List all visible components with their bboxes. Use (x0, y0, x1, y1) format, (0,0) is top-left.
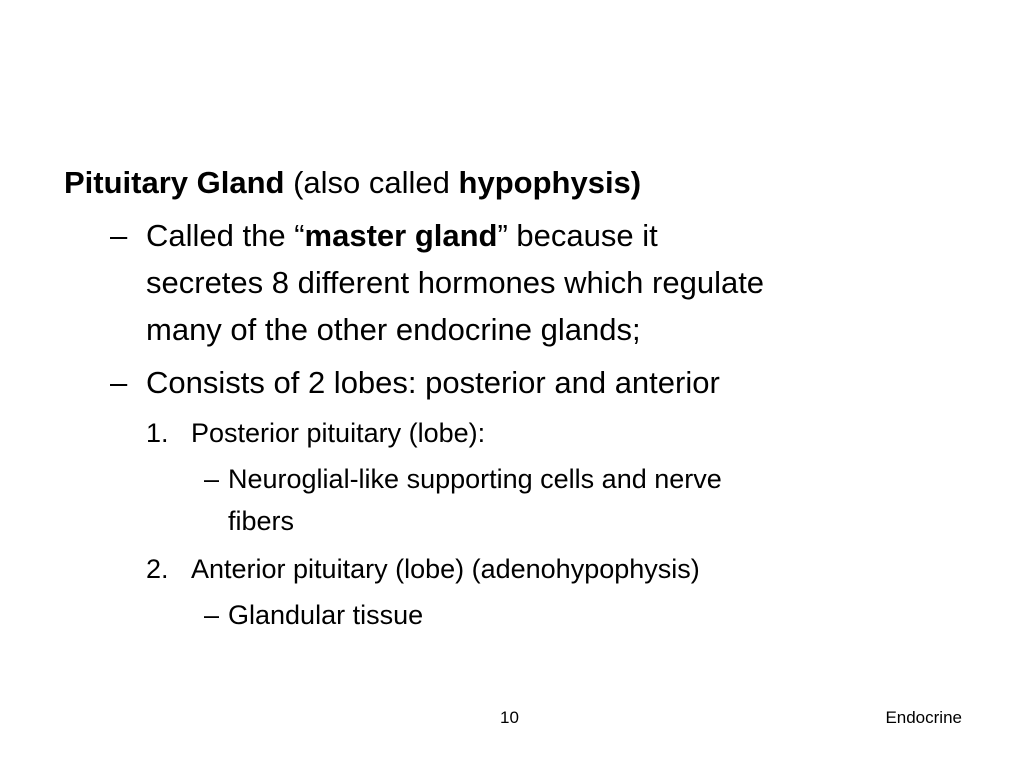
bullet-bold-term: master gland (304, 218, 498, 253)
lobe-title: Posterior pituitary (lobe): (191, 418, 486, 448)
subitem-marker: – (204, 600, 220, 630)
bullet-marker: – (110, 218, 128, 253)
bullet-line (146, 212, 964, 259)
lobe-subitem-anterior (204, 594, 964, 636)
bullet-text (146, 359, 964, 406)
lobe-number: 2. (146, 554, 169, 584)
bullet-text (146, 212, 964, 353)
heading-bold-term: Pituitary Gland (64, 165, 285, 200)
lobe-subitem-posterior (204, 458, 964, 542)
lobe-number: 1. (146, 418, 169, 448)
bullet-master-gland (110, 212, 964, 353)
subitem-line: fibers (228, 506, 295, 536)
heading-aside: (also called (293, 165, 450, 200)
lobe-item-posterior (146, 412, 964, 454)
bullet-prefix: Called the “ (146, 218, 305, 253)
bullet-suffix: ” because it (497, 218, 658, 253)
subitem-marker: – (204, 464, 220, 494)
lobe-item-anterior (146, 548, 964, 590)
slide-heading (64, 160, 964, 206)
bullet-marker: – (110, 365, 128, 400)
bullet-line: secretes 8 different hormones which regulate (146, 265, 765, 300)
footer-topic: Endocrine (885, 708, 962, 727)
subitem-line: Glandular tissue (228, 600, 424, 630)
bullet-line: many of the other endocrine glands; (146, 312, 641, 347)
lobe-title: Anterior pituitary (lobe) (adenohypophysis) (191, 554, 700, 584)
subitem-line: Neuroglial-like supporting cells and nerve (228, 464, 722, 494)
slide-content (64, 160, 964, 636)
bullet-lobes (110, 359, 964, 406)
page-number: 10 (500, 708, 519, 727)
heading-bold-synonym: hypophysis) (458, 165, 642, 200)
bullet-line: Consists of 2 lobes: posterior and anterior (146, 365, 720, 400)
